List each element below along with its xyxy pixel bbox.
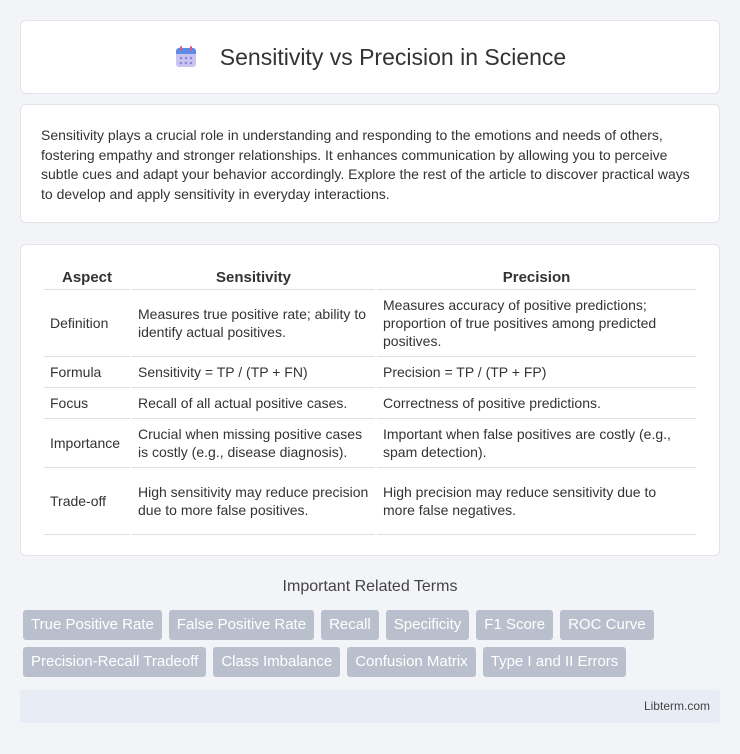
header-sensitivity: Sensitivity	[132, 265, 375, 290]
cell-aspect: Trade-off	[44, 468, 130, 535]
footer-site-link[interactable]: Libterm.com	[643, 699, 710, 713]
intro-card	[20, 104, 720, 223]
header-precision: Precision	[377, 265, 696, 290]
table-row	[44, 388, 696, 419]
tag-confusion-matrix[interactable]: Confusion Matrix	[347, 647, 476, 677]
tag-class-imbalance[interactable]: Class Imbalance	[213, 647, 340, 677]
related-terms-tags	[23, 610, 723, 677]
tag-recall[interactable]: Recall	[321, 610, 379, 640]
cell-sensitivity: Sensitivity = TP / (TP + FN)	[132, 357, 375, 388]
calendar-icon	[174, 45, 198, 69]
tag-roc-curve[interactable]: ROC Curve	[560, 610, 654, 640]
header-card	[20, 20, 720, 94]
comparison-table	[42, 265, 698, 535]
intro-paragraph: Sensitivity plays a crucial role in understanding and responding to the emotions and needs of others, fostering empathy and stronger relationships. It enhances communication by allowing you to perceive subtle cues and adapt your behavior accordingly. Explore the rest of the article to discover practical ways to develop and apply sensitivity in everyday interactions.	[41, 127, 690, 202]
cell-aspect: Focus	[44, 388, 130, 419]
tag-type-i-and-ii-errors[interactable]: Type I and II Errors	[483, 647, 627, 677]
footer	[20, 690, 720, 723]
page-title: Sensitivity vs Precision in Science	[219, 43, 567, 70]
tag-f1-score[interactable]: F1 Score	[476, 610, 553, 640]
cell-sensitivity: Measures true positive rate; ability to identify actual positives.	[132, 290, 375, 357]
table-header-row	[44, 265, 696, 290]
cell-precision: Precision = TP / (TP + FP)	[377, 357, 696, 388]
tag-true-positive-rate[interactable]: True Positive Rate	[23, 610, 162, 640]
table-row	[44, 290, 696, 357]
cell-sensitivity: Recall of all actual positive cases.	[132, 388, 375, 419]
cell-precision: Correctness of positive predictions.	[377, 388, 696, 419]
cell-precision: Measures accuracy of positive predictions; proportion of true positives among predicted positives.	[377, 290, 696, 357]
cell-sensitivity: Crucial when missing positive cases is costly (e.g., disease diagnosis).	[132, 419, 375, 468]
tag-specificity[interactable]: Specificity	[386, 610, 470, 640]
header-aspect: Aspect	[44, 265, 130, 290]
table-row	[44, 468, 696, 535]
table-row	[44, 357, 696, 388]
cell-precision: High precision may reduce sensitivity due to more false negatives.	[377, 468, 696, 535]
cell-precision: Important when false positives are costly (e.g., spam detection).	[377, 419, 696, 468]
comparison-table-card	[20, 244, 720, 556]
tag-false-positive-rate[interactable]: False Positive Rate	[169, 610, 314, 640]
cell-sensitivity: High sensitivity may reduce precision due to more false positives.	[132, 468, 375, 535]
cell-aspect: Importance	[44, 419, 130, 468]
related-terms-title: Important Related Terms	[282, 578, 458, 595]
cell-aspect: Formula	[44, 357, 130, 388]
tag-precision-recall-tradeoff[interactable]: Precision-Recall Tradeoff	[23, 647, 206, 677]
cell-aspect: Definition	[44, 290, 130, 357]
table-row	[44, 419, 696, 468]
